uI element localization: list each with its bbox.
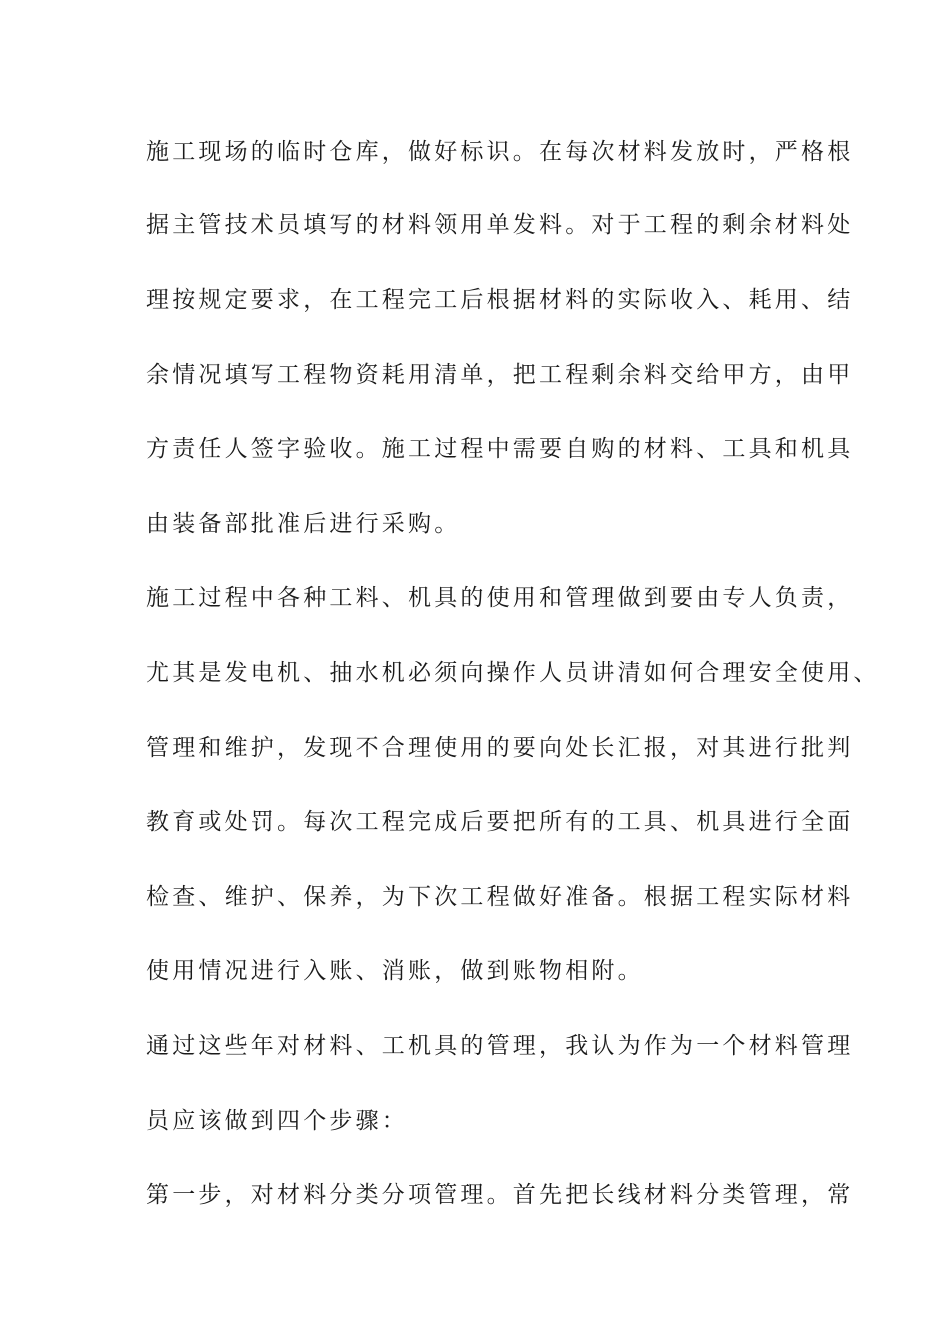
text-line-8: 尤其是发电机、抽水机必须向操作人员讲清如何合理安全使用、	[146, 660, 880, 686]
text-line-4: 余情况填写工程物资耗用清单，把工程剩余料交给甲方，由甲	[146, 362, 854, 388]
text-line-15: 第一步，对材料分类分项管理。首先把长线材料分类管理，常	[146, 1182, 854, 1208]
text-line-12: 使用情况进行入账、消账，做到账物相附。	[146, 958, 644, 984]
text-line-6: 由装备部批准后进行采购。	[146, 511, 461, 537]
text-line-1: 施工现场的临时仓库，做好标识。在每次材料发放时，严格根	[146, 139, 854, 165]
text-line-10: 教育或处罚。每次工程完成后要把所有的工具、机具进行全面	[146, 809, 854, 835]
text-line-9: 管理和维护，发现不合理使用的要向处长汇报，对其进行批判	[146, 735, 854, 761]
text-line-2: 据主管技术员填写的材料领用单发料。对于工程的剩余材料处	[146, 212, 854, 238]
text-line-13: 通过这些年对材料、工机具的管理，我认为作为一个材料管理	[146, 1033, 854, 1059]
text-line-7: 施工过程中各种工料、机具的使用和管理做到要由专人负责，	[146, 585, 854, 611]
text-line-11: 检查、维护、保养，为下次工程做好准备。根据工程实际材料	[146, 884, 854, 910]
text-line-14: 员应该做到四个步骤：	[146, 1108, 408, 1134]
text-line-5: 方责任人签字验收。施工过程中需要自购的材料、工具和机具	[146, 436, 854, 462]
text-line-3: 理按规定要求，在工程完工后根据材料的实际收入、耗用、结	[146, 287, 854, 313]
